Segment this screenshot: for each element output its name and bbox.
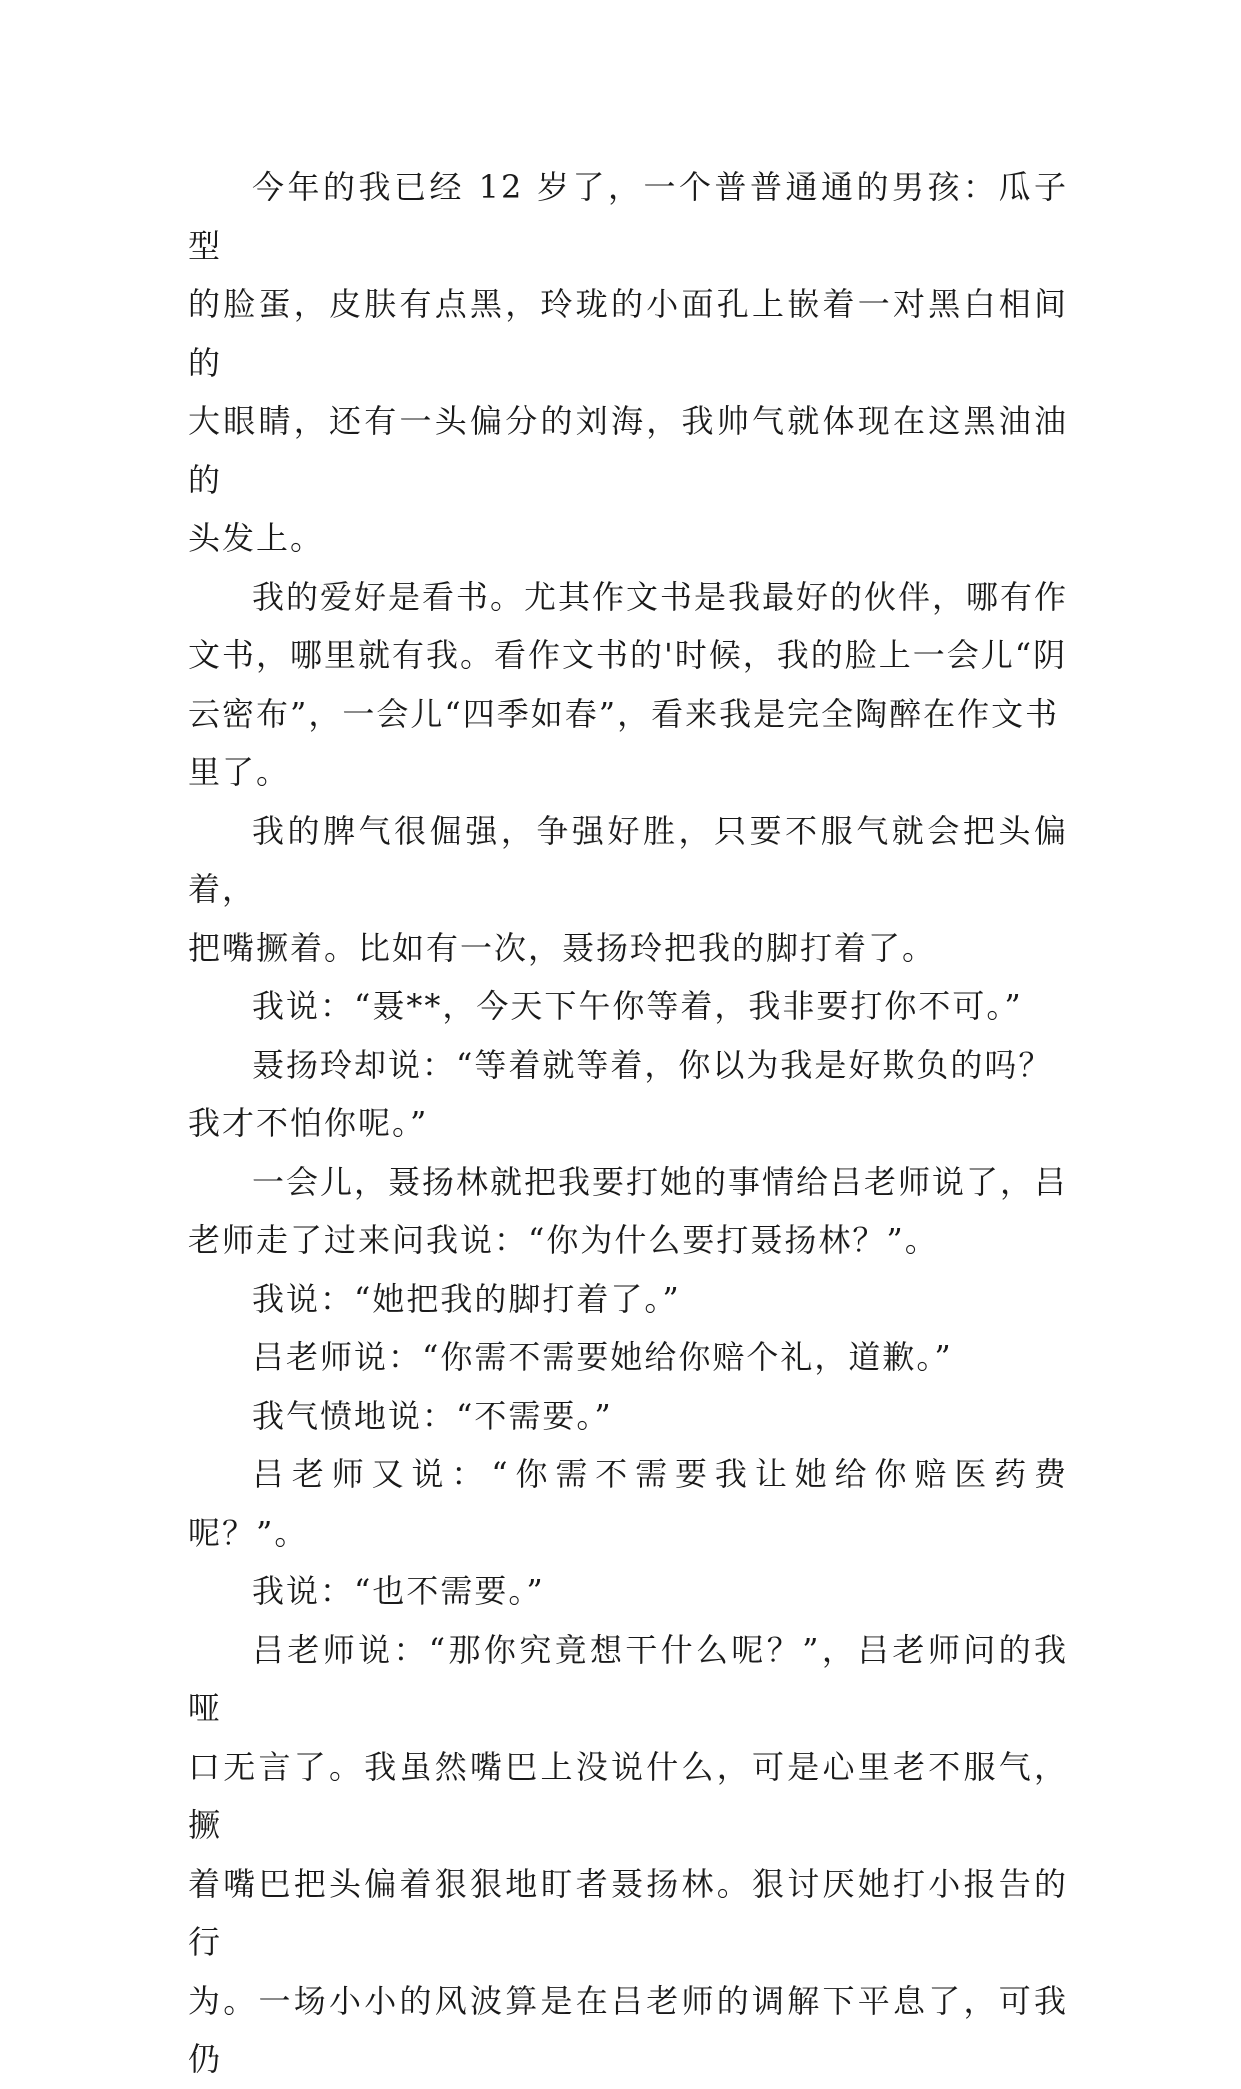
paragraph-self-description: 今年的我已经 12 岁了，一个普普通通的男孩：瓜子型 的脸蛋，皮肤有点黑，玲珑的小面孔上嵌着一对黑白相间的 大眼睛，还有一头偏分的刘海，我帅气就体现在这黑油油的 头发上。 [188,168,1068,557]
paragraph-teacher-arrives: 一会儿，聂扬林就把我要打她的事情给吕老师说了，吕 老师走了过来问我说：“你为什么要打聂扬林？”。 [188,1162,1069,1259]
paragraph-dialogue-7: 我说：“也不需要。” [252,1572,545,1610]
paragraph-dialogue-2: 聂扬玲却说：“等着就等着，你以为我是好欺负的吗？ 我才不怕你呢。” [188,1045,1053,1142]
paragraph-dialogue-5: 我气愤地说：“不需要。” [252,1396,613,1435]
essay-body [188,158,1068,2089]
paragraph-temper: 我的脾气很倔强，争强好胜，只要不服气就会把头偏着， 把嘴撅着。比如有一次，聂扬玲把我的脚打着了。 [188,811,1068,967]
paragraph-dialogue-1: 我说：“聂**，今天下午你等着，我非要打你不可。” [252,987,1023,1025]
paragraph-dialogue-6: 吕老师又说：“你需不需要我让她给你赔医药费呢？”。 [188,1455,1068,1552]
paragraph-resolution: 吕老师说：“那你究竟想干什么呢？”，吕老师问的我哑 口无言了。我虽然嘴巴上没说什么，可是心里老不服气，撅 着嘴巴把头偏着狠狠地盯者聂扬林。狠讨厌她打小报告的行 为。一场小小的风波算是在吕老师的调解下平息了，可我仍 [188,1630,1068,2078]
paragraph-dialogue-4: 吕老师说：“你需不需要她给你赔个礼，道歉。” [252,1338,953,1376]
paragraph-dialogue-3: 我说：“她把我的脚打着了。” [252,1279,681,1318]
paragraph-hobby: 我的爱好是看书。尤其作文书是我最好的伙伴，哪有作 文书，哪里就有我。看作文书的'时候，我的脸上一会儿“阴 云密布”，一会儿“四季如春”，看来我是完全陶醉在作文书 里了。 [188,577,1069,791]
